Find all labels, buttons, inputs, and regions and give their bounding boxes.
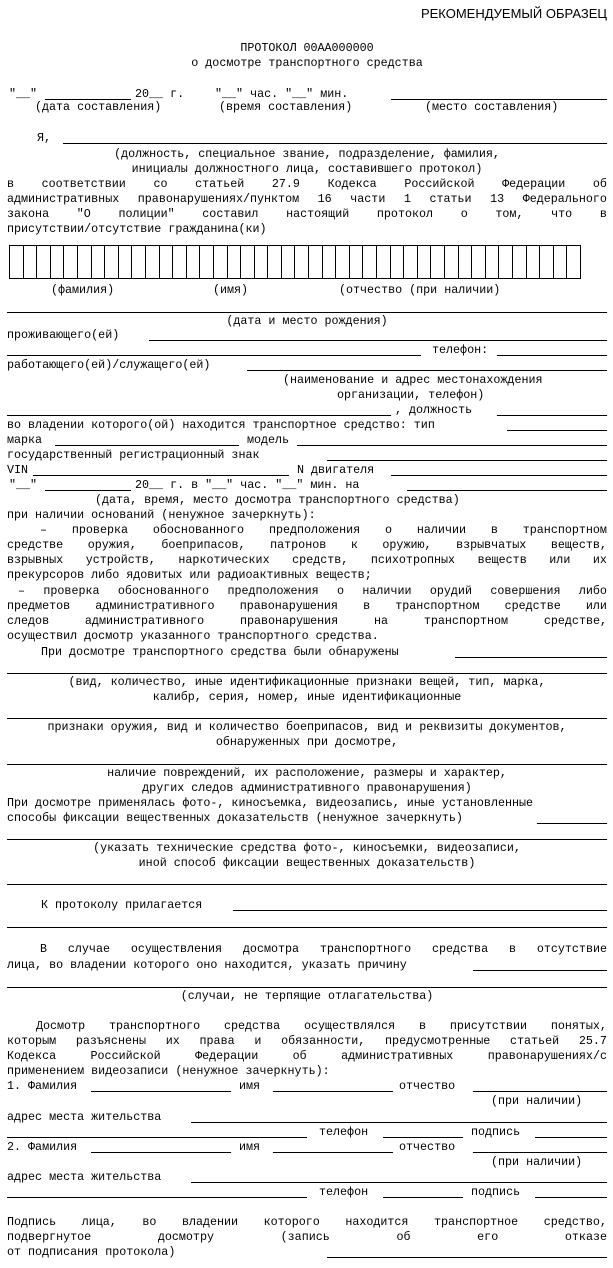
word: статьей — [510, 1034, 560, 1048]
word: веществ, — [550, 538, 607, 552]
absence-field2[interactable] — [7, 987, 607, 988]
witness1-row: 1. Фамилия имя отчество — [7, 1079, 607, 1094]
found-field2[interactable] — [7, 673, 607, 674]
word: орудий — [429, 584, 472, 598]
word: предположения — [268, 523, 361, 537]
birth-field[interactable] — [7, 312, 607, 313]
work-hint1: (наименование и адрес местонахождения — [283, 373, 543, 387]
word: – — [18, 584, 26, 598]
word: психотропных — [370, 553, 456, 567]
word: 1 — [403, 192, 411, 206]
grounds-a2 — [7, 538, 607, 553]
word: отказе — [564, 1230, 607, 1244]
w1-patronymic-hint: (при наличии) — [491, 1094, 583, 1108]
w2-phone-label: телефон — [319, 1185, 369, 1199]
media-hint1: (указать технические средства фото-, киносъемки, видеозаписи, — [93, 841, 521, 855]
found-field4[interactable] — [7, 764, 607, 765]
officer-field[interactable] — [63, 131, 607, 144]
word: Кодекса — [7, 1049, 57, 1063]
word: досмотра — [242, 942, 300, 956]
word: транспортном — [522, 523, 607, 537]
word: веществ — [477, 553, 527, 567]
letter-boxes[interactable] — [10, 245, 581, 279]
word: обязанности, — [281, 1034, 366, 1048]
word: осуществлялся — [303, 1019, 396, 1033]
living-label: проживающего(ей) — [7, 328, 120, 342]
absence-field[interactable] — [473, 958, 607, 971]
word: средства — [223, 1019, 281, 1033]
word: присутствии — [449, 1019, 527, 1033]
letter-box[interactable] — [294, 245, 309, 279]
letter-box[interactable] — [553, 245, 568, 279]
letter-box[interactable] — [91, 245, 106, 279]
word: либо — [578, 584, 607, 598]
type-field[interactable] — [507, 418, 607, 431]
letter-box[interactable] — [526, 245, 541, 279]
word: 13 — [490, 192, 505, 206]
word: том, — [495, 207, 524, 221]
word: Досмотр — [36, 1019, 86, 1033]
word: в — [418, 1019, 426, 1033]
w1-phone-field[interactable] — [383, 1125, 463, 1138]
signature-l2 — [7, 1230, 607, 1245]
word: 16 — [317, 192, 332, 206]
w1-address-field2[interactable] — [7, 1125, 307, 1138]
word: предметов — [7, 599, 71, 613]
w2-surname-field[interactable] — [91, 1140, 231, 1153]
statement-l3 — [7, 207, 607, 222]
letter-box[interactable] — [172, 245, 187, 279]
letter-box[interactable] — [471, 245, 486, 279]
w2-name-field[interactable] — [273, 1140, 393, 1153]
media-l2: способы фиксации вещественных доказательств (ненужное зачеркнуть) — [7, 811, 463, 825]
word: в — [363, 599, 371, 613]
letter-box[interactable] — [417, 245, 432, 279]
w2-sign-label: подпись — [471, 1185, 521, 1199]
letter-box[interactable] — [159, 245, 174, 279]
word: средстве, — [543, 614, 607, 628]
letter-box[interactable] — [186, 245, 201, 279]
letter-box[interactable] — [50, 245, 65, 279]
w2-sign-field[interactable] — [535, 1185, 607, 1198]
place-field[interactable] — [391, 87, 607, 100]
vin-label: VIN — [7, 463, 29, 477]
word: взрывчатых — [456, 538, 527, 552]
word: разъяснены — [75, 1034, 146, 1048]
hint-time: (время составления) — [219, 100, 353, 114]
signature-field[interactable] — [327, 1245, 607, 1258]
word: боеприпасов, — [161, 538, 246, 552]
letter-box[interactable] — [566, 245, 581, 279]
word: отсутствие — [536, 942, 607, 956]
absence-hint: (случаи, не терпящие отлагательства) — [180, 989, 434, 1003]
word: в — [7, 177, 15, 191]
word: взрывных — [7, 553, 64, 567]
letter-box[interactable] — [322, 245, 337, 279]
w1-name-field[interactable] — [273, 1079, 393, 1092]
word: во — [142, 1215, 157, 1229]
word: патронов — [270, 538, 327, 552]
w2-phone-field[interactable] — [383, 1185, 463, 1198]
found-hint1: (вид, количество, иные идентификационные признаки вещей, тип, марка, — [68, 675, 546, 689]
date-field[interactable] — [45, 87, 131, 100]
witnesses-l2 — [7, 1034, 607, 1049]
word: правонарушения — [239, 599, 338, 613]
plate-field[interactable] — [327, 448, 607, 461]
brand-field[interactable] — [55, 433, 239, 446]
word: 25.7 — [578, 1034, 607, 1048]
signature-l1 — [7, 1215, 607, 1230]
grounds-a1 — [40, 523, 607, 538]
letter-box[interactable] — [444, 245, 459, 279]
owner-label: во владении которого(ой) находится транспортное средство: тип — [7, 418, 435, 432]
word: что — [551, 207, 573, 221]
word: транспортном — [423, 614, 509, 628]
word: о — [460, 207, 468, 221]
position-label: , должность — [395, 403, 473, 417]
word: наличии — [416, 523, 466, 537]
inspection-date-field[interactable] — [45, 478, 131, 491]
w2-address-field2[interactable] — [7, 1185, 307, 1198]
word: административных — [341, 1049, 454, 1063]
work-label: работающего(ей)/служащего(ей) — [7, 358, 211, 372]
letter-box[interactable] — [498, 245, 513, 279]
w2-patronymic-field[interactable] — [473, 1140, 607, 1153]
word: – — [40, 523, 48, 537]
letter-box[interactable] — [430, 245, 445, 279]
title-line2: о досмотре транспортного средства — [191, 56, 423, 70]
word: его — [477, 1230, 499, 1244]
date-row: "__" 20__ г. "__" час. "__" мин. — [7, 87, 607, 102]
engine-field[interactable] — [391, 463, 607, 476]
word: их — [165, 1034, 180, 1048]
letter-box[interactable] — [227, 245, 242, 279]
media-field3[interactable] — [7, 884, 607, 885]
hint-date: (дата составления) — [35, 100, 162, 114]
plate-label: государственный регистрационный знак — [7, 448, 260, 462]
found-label: При досмотре транспортного средства были обнаружены — [41, 645, 399, 659]
grounds-b3 — [7, 614, 607, 629]
grounds-b4: осуществил досмотр указанного транспортного средства. — [7, 629, 379, 643]
word: Подпись — [7, 1215, 57, 1229]
signature-l3: от подписания протокола) — [7, 1245, 176, 1259]
w1-phone-label: телефон — [319, 1125, 369, 1139]
grounds-intro: при наличии оснований (ненужное зачеркнуть): — [7, 508, 316, 522]
found-hint4: обнаруженных при досмотре, — [215, 735, 399, 749]
letter-box[interactable] — [63, 245, 78, 279]
hint-patronymic: (отчество (при наличии) — [339, 283, 501, 297]
word: предусмотренные — [385, 1034, 491, 1048]
work-field[interactable] — [247, 358, 607, 371]
word: полиции" — [118, 207, 175, 221]
grounds-a3 — [7, 553, 607, 568]
word: соответствии — [41, 177, 126, 191]
position-field[interactable] — [497, 403, 607, 416]
word: статьей — [195, 177, 245, 191]
attached-field2[interactable] — [7, 927, 607, 928]
word: административных — [7, 192, 120, 206]
word: или — [585, 599, 607, 613]
word: случае — [67, 942, 110, 956]
word: подвергнутое — [7, 1230, 92, 1244]
word: осуществления — [130, 942, 223, 956]
letter-box[interactable] — [104, 245, 119, 279]
found-field[interactable] — [455, 645, 607, 658]
word: обоснованного — [117, 584, 210, 598]
word: на — [374, 614, 389, 628]
word: совершения — [490, 584, 561, 598]
absence-l1 — [40, 942, 607, 957]
word: предположения — [227, 584, 319, 598]
letter-box[interactable] — [77, 245, 92, 279]
sample-label: РЕКОМЕНДУЕМЫЙ ОБРАЗЕЦ — [420, 6, 607, 21]
word: средства — [431, 942, 489, 956]
letter-box[interactable] — [213, 245, 228, 279]
word: (запись — [280, 1230, 330, 1244]
word: правонарушения — [239, 614, 339, 628]
witnesses-l3 — [7, 1049, 607, 1064]
witnesses-l4: применением видеозаписи (ненужное зачеркнуть): — [7, 1064, 330, 1078]
letter-box[interactable] — [335, 245, 350, 279]
engine-label: N двигателя — [297, 463, 375, 477]
media-l1: При досмотре применялась фото-, киносъемка, видеозапись, иные установленные — [7, 796, 534, 810]
hint-name: (имя) — [213, 283, 249, 297]
word: со — [153, 177, 168, 191]
attached-label: К протоколу прилагается — [41, 898, 203, 912]
letter-box[interactable] — [131, 245, 146, 279]
officer-row: Я, — [7, 131, 607, 146]
word: части — [350, 192, 386, 206]
living-field[interactable] — [149, 328, 607, 341]
word: Кодекса — [327, 177, 377, 191]
word: проверка — [71, 523, 128, 537]
media-hint2: иной способ фиксации вещественных доказательств) — [138, 856, 476, 870]
word: об — [396, 1230, 411, 1244]
word: транспортного — [319, 942, 412, 956]
word: В — [40, 942, 48, 956]
attached-field[interactable] — [233, 898, 607, 911]
vin-field[interactable] — [33, 463, 289, 476]
letter-box[interactable] — [199, 245, 214, 279]
word: в — [508, 942, 516, 956]
word: находится — [345, 1215, 409, 1229]
statement-l1 — [7, 177, 607, 192]
brand-label: марка — [7, 433, 43, 447]
word: в — [490, 523, 498, 537]
word: настоящий — [286, 207, 350, 221]
word: средстве — [504, 599, 561, 613]
statement-l2 — [7, 192, 607, 207]
letter-box[interactable] — [512, 245, 527, 279]
media-field[interactable] — [537, 811, 607, 824]
grounds-b2 — [7, 599, 607, 614]
word: или — [549, 553, 571, 567]
word: Федерации — [502, 177, 566, 191]
word: правонарушениях/пунктом — [137, 192, 300, 206]
officer-hint1: (должность, специальное звание, подразделение, фамилия, — [114, 147, 500, 161]
found-field3[interactable] — [7, 718, 607, 719]
letter-box[interactable] — [145, 245, 160, 279]
found-hint3: признаки оружия, вид и количество боеприпасов, вид и реквизиты документов, — [47, 720, 567, 734]
grounds-a4: прекурсоров либо ядовитых или радиоактивных веществ; — [7, 568, 372, 582]
letter-box[interactable] — [281, 245, 296, 279]
letter-box[interactable] — [376, 245, 391, 279]
word: транспортного — [108, 1019, 201, 1033]
word: средстве — [7, 538, 64, 552]
word: устройств, — [85, 553, 156, 567]
letter-box[interactable] — [23, 245, 38, 279]
letter-box[interactable] — [349, 245, 364, 279]
w2-address-field[interactable] — [191, 1170, 607, 1183]
word: статьи — [429, 192, 472, 206]
word: понятых, — [550, 1019, 607, 1033]
living-field2[interactable] — [7, 343, 421, 356]
w1-address-label: адрес места жительства — [7, 1110, 162, 1124]
word: и — [254, 1034, 262, 1048]
word: административного — [84, 614, 205, 628]
letter-box[interactable] — [36, 245, 51, 279]
word: протокол — [376, 207, 434, 221]
word: о — [385, 523, 393, 537]
word: Российской — [404, 177, 475, 191]
w2-patronymic-hint: (при наличии) — [491, 1155, 583, 1169]
media-field2[interactable] — [7, 839, 607, 840]
word: о — [337, 584, 345, 598]
word: проверка — [43, 584, 100, 598]
absence-l2: лица, во владении которого оно находится, указать причину — [7, 958, 407, 972]
word: к — [350, 538, 358, 552]
w2-address-label: адрес места жительства — [7, 1170, 162, 1184]
model-label: модель — [247, 433, 290, 447]
found-hint2: калибр, серия, номер, иные идентификационные — [152, 690, 462, 704]
letter-box[interactable] — [9, 245, 24, 279]
w1-patronymic-field[interactable] — [473, 1079, 607, 1092]
letter-box[interactable] — [403, 245, 418, 279]
word: "О — [76, 207, 91, 221]
letter-box[interactable] — [485, 245, 500, 279]
w1-sign-label: подпись — [471, 1125, 521, 1139]
word: правонарушениях/с — [487, 1049, 607, 1063]
word: обоснованного — [152, 523, 245, 537]
word: права — [199, 1034, 235, 1048]
hint-place: (место составления) — [425, 100, 559, 114]
word: их — [592, 553, 607, 567]
letter-box[interactable] — [458, 245, 473, 279]
w1-sign-field[interactable] — [535, 1125, 607, 1138]
phone-label: телефон: — [432, 343, 489, 357]
letter-box[interactable] — [390, 245, 405, 279]
letter-box[interactable] — [240, 245, 255, 279]
word: которым — [7, 1034, 57, 1048]
letter-box[interactable] — [267, 245, 282, 279]
word: закона — [7, 207, 50, 221]
word: лица, — [81, 1215, 117, 1229]
hint-surname: (фамилия) — [51, 283, 115, 297]
w1-address-field[interactable] — [191, 1110, 607, 1123]
word: средство, — [543, 1215, 607, 1229]
work-hint2: организации, телефон) — [337, 388, 485, 402]
word: наличии — [362, 584, 412, 598]
word: административного — [95, 599, 215, 613]
letter-box[interactable] — [362, 245, 377, 279]
witnesses-l1 — [36, 1019, 607, 1034]
phone-field[interactable] — [497, 343, 607, 356]
w1-surname-field[interactable] — [91, 1079, 231, 1092]
word: транспортном — [395, 599, 480, 613]
word: средств, — [292, 553, 349, 567]
inspection-place-field[interactable] — [407, 478, 607, 491]
title-line1: ПРОТОКОЛ 00АА000000 — [240, 41, 374, 55]
found-hint5: наличие повреждений, их расположение, размеры и характер, — [107, 766, 507, 780]
word: в — [599, 207, 607, 221]
grounds-b1 — [18, 584, 607, 599]
letter-box[interactable] — [539, 245, 554, 279]
letter-box[interactable] — [308, 245, 323, 279]
word: которого — [263, 1215, 320, 1229]
word: следов — [7, 614, 50, 628]
model-field[interactable] — [297, 433, 607, 446]
found-hint6: других следов административного правонарушения) — [142, 781, 472, 795]
word: оружия, — [87, 538, 137, 552]
officer-hint2: инициалы должностного лица, составившего протокол) — [131, 162, 483, 176]
word: составил — [202, 207, 259, 221]
inspection-hint: (дата, время, место досмотра транспортного средства) — [95, 493, 460, 507]
word: об — [292, 1049, 307, 1063]
word: досмотру — [157, 1230, 214, 1244]
word: наркотических — [178, 553, 270, 567]
witness2-row: 2. Фамилия имя отчество — [7, 1140, 607, 1155]
word: об — [592, 177, 607, 191]
word: Федерации — [195, 1049, 259, 1063]
word: 27.9 — [271, 177, 300, 191]
work-field2[interactable] — [7, 403, 391, 416]
word: оружию, — [382, 538, 432, 552]
word: владении — [181, 1215, 239, 1229]
word: Федерального — [522, 192, 607, 206]
letter-box[interactable] — [254, 245, 269, 279]
birth-hint: (дата и место рождения) — [226, 314, 388, 328]
word: Российской — [90, 1049, 161, 1063]
statement-l4: присутствии/отсутствие гражданина(ки) — [7, 222, 267, 236]
word: транспортное — [434, 1215, 519, 1229]
letter-box[interactable] — [118, 245, 133, 279]
